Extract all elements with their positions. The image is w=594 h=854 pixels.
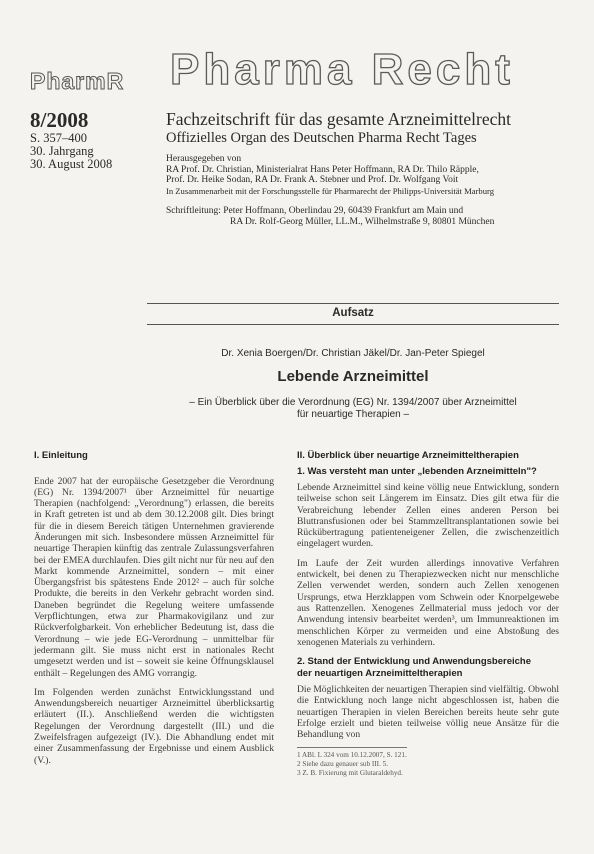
editors-line: In Zusammenarbeit mit der Forschungsstelle für Pharmarecht der Philipps-Universität Marburg [166,185,494,196]
subheading-development: 2. Stand der Entwicklung und Anwendungsbereiche [297,656,532,668]
issue-volume: 30. Jahrgang [30,144,94,158]
editors-line: Prof. Dr. Heike Sodan, RA Dr. Frank A. Stebner und Prof. Dr. Wolfgang Voit [166,175,459,186]
journal-title: Fachzeitschrift für das gesamte Arzneimittelrecht [166,109,512,129]
footnote: 2 Siehe dazu genauer sub III. 5. [297,759,389,768]
editors-line: RA Prof. Dr. Christian, Ministerialrat Hans Peter Hoffmann, RA Dr. Thilo Räpple, [166,164,479,175]
footnote-rule [297,747,407,748]
article-title: Lebende Arzneimittel [277,368,429,385]
article-subtitle-line: – Ein Überblick über die Verordnung (EG) Nr. 1394/2007 über Arzneimittel [189,397,517,408]
schriftleitung-line: Schriftleitung: Peter Hoffmann, Oberlindau 29, 60439 Frankfurt am Main und [166,206,464,216]
issue-number: 8/2008 [30,108,89,132]
footnote: 3 Z. B. Fixierung mit Glutaraldehyd. [297,768,403,777]
journal-logo-large: Pharma Recht [170,45,514,94]
body-paragraph: Die Möglichkeiten der neuartigen Therapien sind vielfältig. Obwohl die Entwicklung noch lange nicht abgeschlossen ist, haben die neuartigen Therapien in vielen Bereichen bereits heute sehr gute Erfolge erzielt und bieten teilweise völlig neue Ansätze für die Behandlung von [297,684,559,741]
article-subtitle [147,397,559,421]
section-label: Aufsatz [332,307,374,319]
issue-pages: S. 357–400 [30,131,87,145]
article-authors: Dr. Xenia Boergen/Dr. Christian Jäkel/Dr. Jan-Peter Spiegel [221,348,485,359]
issue-date: 30. August 2008 [30,157,113,171]
subheading-living-medicines: 1. Was versteht man unter „lebenden Arzneimitteln"? [297,465,537,477]
left-column [34,450,274,774]
section-heading-overview: II. Überblick über neuartige Arzneimitteltherapien [297,450,519,461]
section-heading-introduction: I. Einleitung [34,450,88,461]
body-paragraph: Im Folgenden werden zunächst Entwicklungsstand und Anwendungsbereich neuartiger Arzneimittel überblicksartig erläutert (II.). Anschließend werden die wichtigsten Regelungen der Verordnung dargestellt (III.) und die Zweifelsfragen aufgezeigt (IV.). Die Abhandlung endet mit einer Zusammenfassung der Ergebnisse und einem Ausblick (V.). [34,686,274,766]
footnote: 1 ABl. L 324 vom 10.12.2007, S. 121. [297,750,407,759]
section-rule-top [147,303,559,304]
schriftleitung-block [166,206,586,227]
body-paragraph: Lebende Arzneimittel sind keine völlig neue Entwicklung, sondern teilweise schon seit Längerem im Einsatz. Dies gilt etwa für die Verabreichung lebender Zellen eines anderen Person bei Bluttransfusionen oder bei Stammzelltransplantationen sowie bei Rückübertragung patienteneigener Zellen, die zwischenzeitlich eingelagert wurden. [297,482,559,550]
article-subtitle-line: für neuartige Therapien – [296,409,410,420]
schriftleitung-line: RA Dr. Rolf-Georg Müller, LL.M., Wilhelmstraße 9, 80801 München [230,216,495,227]
editors-label: Herausgegeben von [166,154,242,164]
issue-meta [30,132,112,171]
right-column [297,450,559,778]
journal-subtitle: Offizielles Organ des Deutschen Pharma Recht Tages [166,130,477,146]
body-paragraph: Im Laufe der Zeit wurden allerdings innovative Verfahren entwickelt, bei denen zu Therapiezwecken nicht nur menschliche Zellen verwendet werden, sondern auch Zellen xenogenen Ursprungs, etwa Herzklappen vom Schwein oder Knorpelgewebe aus Rattenzellen. Xenogenes Zellmaterial muss jedoch vor der Anwendung intensiv bearbeitet werden³, um Immunreaktionen im menschlichen Körper zu vermeiden und eine Abstoßung des xenogenen Materials zu verhindern. [297,557,559,648]
section-rule-bottom [147,324,559,325]
journal-logo-small: PharmR [30,68,125,94]
subheading-development-cont: der neuartigen Arzneimitteltherapien [297,667,463,679]
body-paragraph: Ende 2007 hat der europäische Gesetzgeber die Verordnung (EG) Nr. 1394/2007¹ über Arzneimittel für neuartige Therapien (nachfolgend: „Verordnung") erlassen, die bereits in Kraft getreten ist und ab dem 30.12.2008 gilt. Dies bringt für die in diesem Bereich tätigen Unternehmen gravierende Änderungen mit sich. Insbesondere müssen Arzneimittel für neuartige Therapien künftig das zentrale Zulassungsverfahren bei der EMEA durchlaufen. Dies gilt nicht nur für neu auf den Markt kommende Arzneimittel, sondern – mit einer Übergangsfrist bis spätestens Ende 2012² – auch für solche Produkte, die bereits in den Verkehr gebracht worden sind. Daneben begründet die Regelung weitere umfassende Verpflichtungen, etwa zur Pharmakovigilanz und zur Rückverfolgbarkeit. Von erheblicher Bedeutung ist, dass die Verordnung – wie jede EG-Verordnung – unmittelbar für jedermann gilt. Sie muss nicht erst in nationales Recht umgesetzt werden und ist – soweit sie keine Öffnungsklausel enthält – Regelungen des AMG vorrangig. [34,475,274,679]
editors-block [166,154,586,196]
